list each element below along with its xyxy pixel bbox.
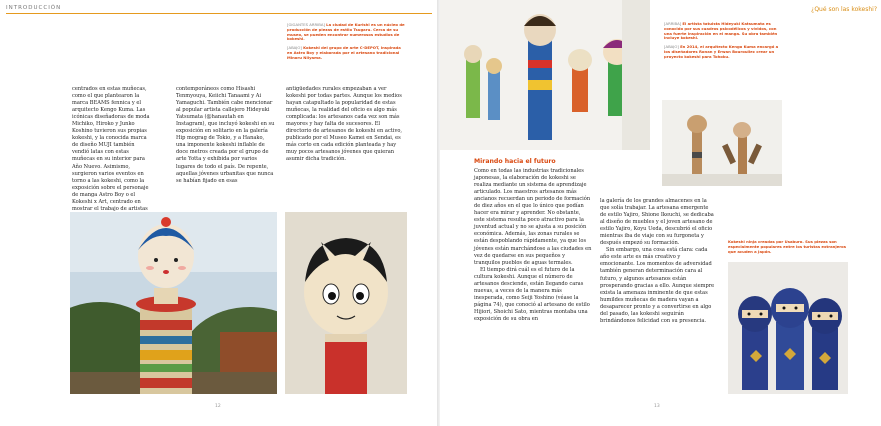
- chapter-header: ¿Qué son las kokeshi?: [811, 6, 877, 13]
- caption-top: [GIGANTES ARRIBA] La ciudad de Kurishi es un núcleo de producción de piezas de estilo Tsugaru. Cerca de su museo, se pueden encontrar numerosos estudios de kokeshi.: [287, 22, 405, 42]
- left-column-2: contemporáneos como Hisashi Tenmyouya, Keiichi Tanaami y Ai Yamaguchi. También cabe mencionar al popular artista callejero Hideyuki Yatsumata (@hanautah en Instagram), que incluyó kokeshi en su exposición en solitario en la galería Hip mograg de Tokio, y a Hanako, una imponente kokeshi inflable de doce metros creada por el grupo de arte Yotta y exhibida por varios lugares de todo el país. De repente, aquellas jóvenes urbanitas que nunca se habían fijado en esas: [176, 86, 275, 184]
- caption-kuma: [ABAJO] En 2014, el arquitecto Kengo Kuma encargó a los diseñadores Ronan y Erwan Bouroullec crear un proyecto kokeshi para Tohoku.: [664, 44, 779, 59]
- caption-katsumata: [ARRIBA] El artista tatuista Hideyuki Katsumata es conocido por sus cuadros psicodélicos y vívidos, con una fuerte inspiración en el manga. Su obra también incluye kokeshi.: [664, 21, 778, 41]
- left-column-3: antigüedades rurales empezaban a ver kokeshi por todas partes. Aunque los medios hayan catapultado la popularidad de estas muñecas, la realidad del oficio es algo más complicada: los artesanos cada vez son más mayores y hay falta de sucesores. El directorio de artesanos de kokeshi en activo, publicado por el Museo Kamei en Sendai, es más corto en cada edición planteada y hay muy pocos artesanos jóvenes que quieran asumir dicha tradición.: [286, 86, 403, 163]
- photo-bouroullec-kokeshi: [662, 100, 782, 186]
- right-column-2: la galería de los grandes almacenes en la que solía trabajar. La artesana emergente de estilo Yajiro, Shione Ikeuchi, se dedicaba al diseño de muebles y el joven artesano de estilo Yajiro, Koyu Ueda, descubrió el oficio mientras iba de viaje con su furgoneta y después empezó su formación. Sin embargo, una cosa está clara: cada año este arte es más creativo y emocionante. Los momentos de adversidad también generan determinación cara al futuro, y algunos artesanos están prosperando gracias a ello. Aunque siempre exista la amenaza inminente de que estas humildes muñecas de madera vayan a desaparecer pronto y a convertirse en algo del pasado, las kokeshi seguirán brindándonos felicidad con su presencia.: [600, 198, 715, 324]
- left-page: [0, 0, 438, 426]
- right-column-1: Como en todas las industrias tradicionales japonesas, la elaboración de kokeshi se realiza mediante un sistema de aprendizaje articulado. Los maestros artesanos más ancianos recuerdan un periodo de formación de diez años en el que lo único que podían hacer era mirar y aprender. No obstante, este sistema resulta poco atractivo para la juventud actual y no se ajusta a su posición económica. Además, las zonas rurales se están despoblando rápidamente, ya que los jóvenes están marchándose a las ciudades en vez de quedarse en sus pequeños y tranquilos pueblos de aguas termales. El tiempo dirá cuál es el futuro de la cultura kokeshi. Aunque el número de artesanos desciende, están llegando caras nuevas, a veces de la manera más inesperada, como Seiji Yoshino (véase la página 74), que conoció al artesano de estilo Hijiori, Shoichi Sato, mientras montaba una exposición de su obra en: [474, 168, 592, 322]
- section-title: Mirando hacia el futuro: [474, 158, 556, 165]
- caption-ninja: Kokeshi ninja creadas por Usaburo. Sus piezas son especialmente populares entre los turistas extranjeros que acuden a Japón.: [728, 239, 846, 254]
- captions-right: [664, 22, 784, 64]
- captions-left: [287, 23, 407, 65]
- photo-psychedelic-kokeshi: [440, 0, 650, 150]
- page-number-left: 12: [215, 404, 221, 409]
- right-page: [440, 0, 881, 426]
- photo-ninja-kokeshi: [728, 262, 848, 394]
- photo-astro-boy-kokeshi: [285, 212, 407, 394]
- section-header: INTRODUCCIÓN: [6, 5, 62, 11]
- header-rule: [6, 13, 432, 14]
- page-number-right: 13: [654, 404, 660, 409]
- photo-giant-kokeshi: [70, 212, 277, 394]
- caption-bottom: [ABAJO] Kokeshi del grupo de arte C-DEPOT, inspirada en Astro Boy y elaborada por el artesano tradicional Minoru Niiyama.: [287, 45, 401, 60]
- left-column-1: centrados en estas muñecas, como el que plantearon la marca BEAMS fennica y el arquitecto Kengo Kuma. Las icónicas diseñadoras de moda Michiko, Hiroko y Junko Koshino tuvieron sus propias kokeshi, y la conocida marca de diseño MUJI también vendió latas con estas muñecas en su interior para Año Nuevo. Asimismo, surgieron varios eventos en torno a las kokeshi, como la exposición sobre el personaje de manga Astro Boy o el Kokeshi x Art, centrado en mostrar el trabajo de artistas: [72, 86, 150, 212]
